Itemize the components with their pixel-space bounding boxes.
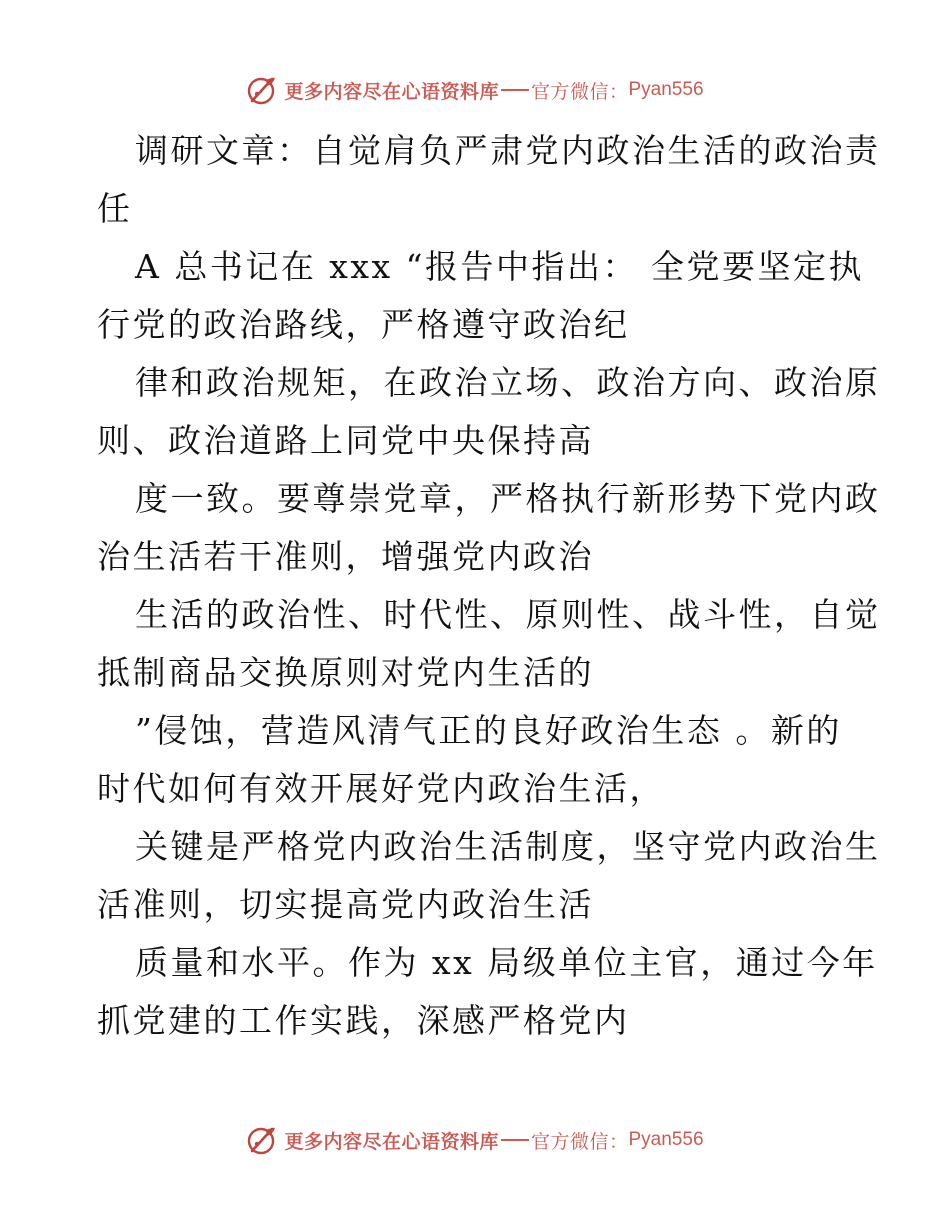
document-line: 度一致。要尊崇党章，严格执行新形势下党内政: [135, 479, 881, 518]
document-line: 质量和水平。作为 xx 局级单位主官，通过今年: [135, 943, 878, 982]
document-line: 关键是严格党内政治生活制度，坚守党内政治生: [135, 827, 881, 866]
banner-brand-text: 更多内容尽在心语资料库: [284, 1130, 499, 1153]
banner-brand-text: 更多内容尽在心语资料库: [284, 80, 499, 103]
document-line: 时代如何有效开展好党内政治生活，: [97, 769, 665, 808]
banner-official-label: 官方微信：: [530, 80, 629, 103]
document-line: 治生活若干准则，增强党内政治: [97, 537, 594, 576]
document-line: 任: [97, 189, 133, 228]
banner-wechat-id: Pyan556: [628, 1129, 704, 1150]
document-line: 生活的政治性、时代性、原则性、战斗性，自觉: [135, 595, 881, 634]
quill-pen-circle-icon: [246, 74, 278, 106]
document-line: A 总书记在 xxx “报告中指出： 全党要坚定执: [135, 247, 864, 286]
document-body: [97, 122, 881, 1050]
document-line: ”侵蚀，营造风清气正的良好政治生态 。新的: [135, 711, 842, 750]
document-line: 则、政治道路上同党中央保持高: [97, 421, 594, 460]
document-line: 抵制商品交换原则对党内生活的: [97, 653, 594, 692]
quill-pen-circle-icon: [246, 1124, 278, 1156]
document-line: 行党的政治路线，严格遵守政治纪: [97, 305, 630, 344]
document-line: 调研文章：自觉肩负严肃党内政治生活的政治责: [135, 131, 881, 170]
document-line: 抓党建的工作实践，深感严格党内: [97, 1001, 630, 1040]
header-banner: [0, 70, 950, 110]
footer-banner: [0, 1120, 950, 1160]
document-line: 活准则，切实提高党内政治生活: [97, 885, 594, 924]
document-line: 律和政治规矩，在政治立场、政治方向、政治原: [135, 363, 881, 402]
banner-official-label: 官方微信：: [530, 1130, 629, 1153]
banner-dash: [501, 1139, 529, 1141]
banner-dash: [501, 89, 529, 91]
banner-wechat-id: Pyan556: [628, 79, 704, 100]
